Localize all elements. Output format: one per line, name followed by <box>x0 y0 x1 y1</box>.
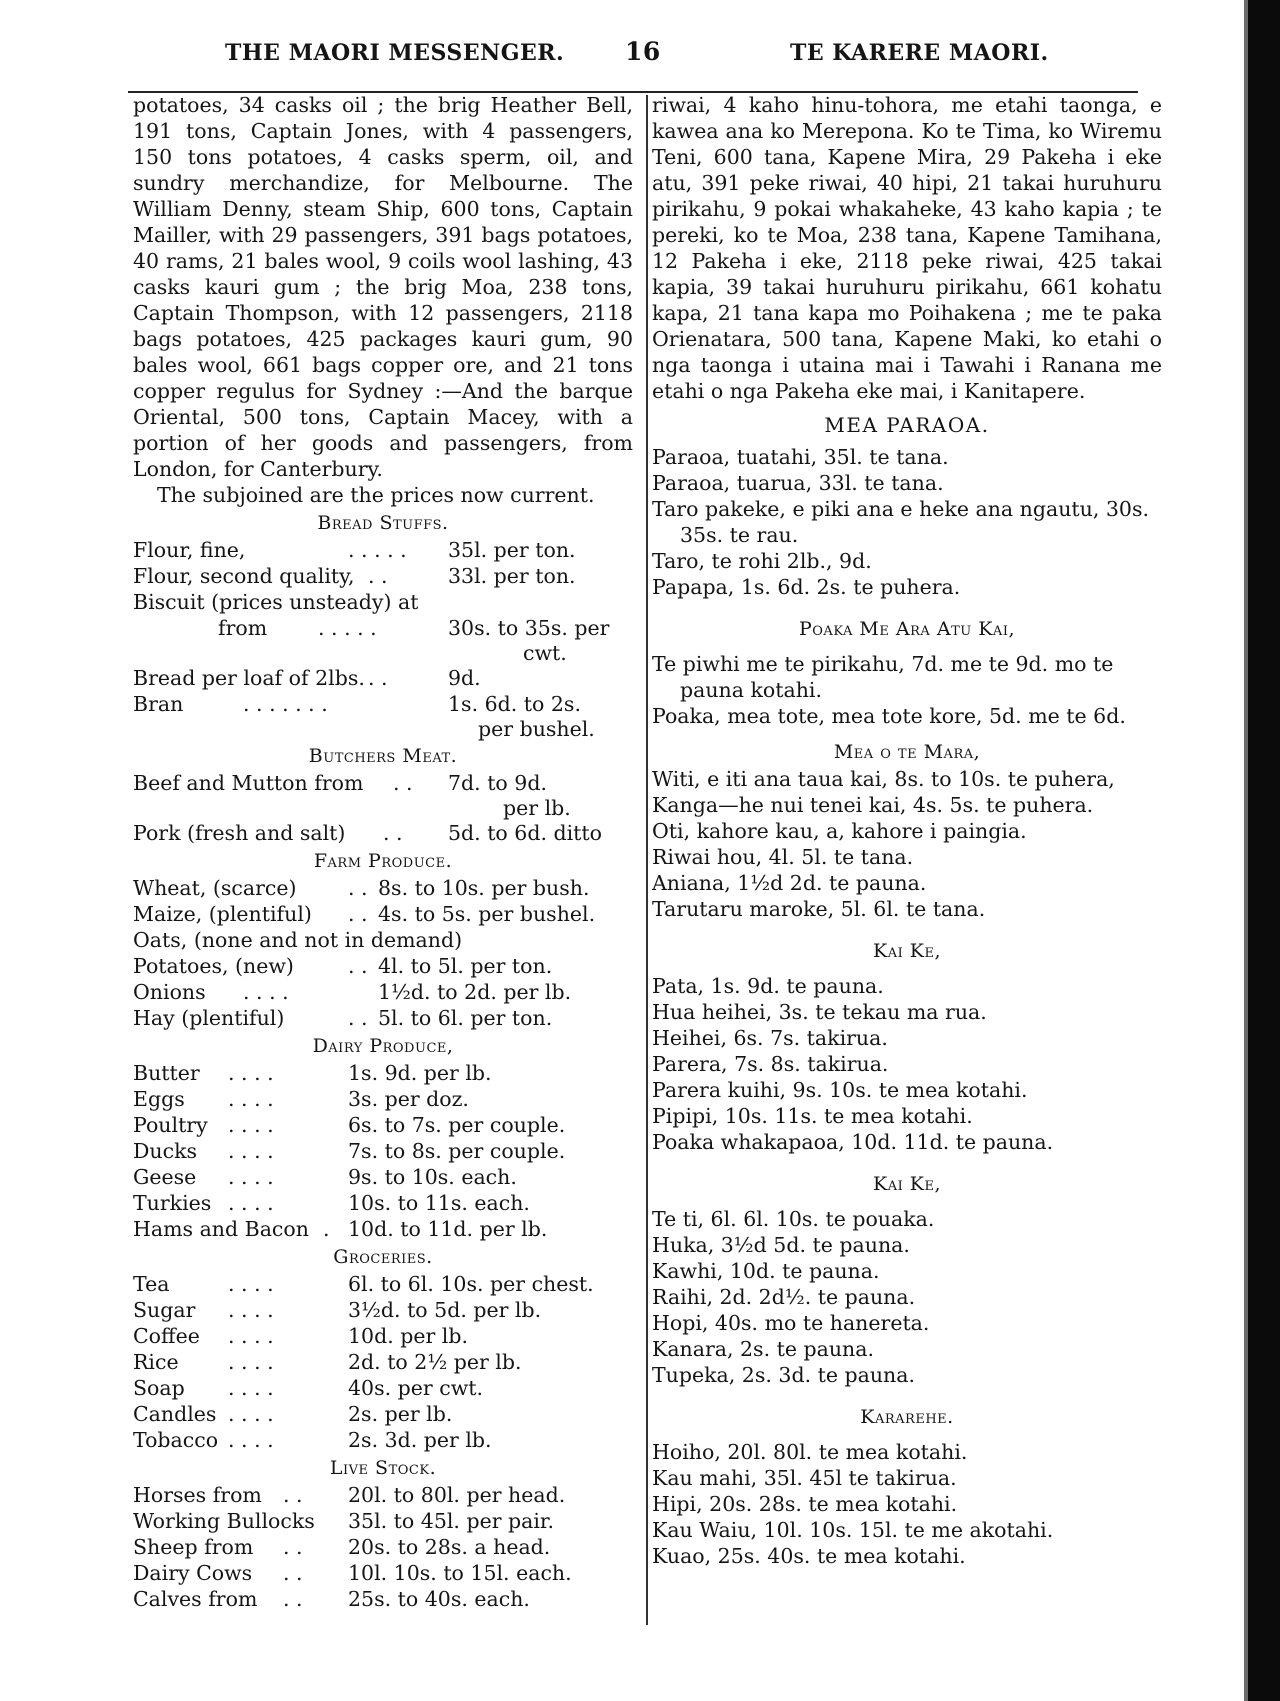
price-line: Heihei, 6s. 7s. takirua. <box>652 1026 888 1050</box>
price-row: Pork (fresh and salt) . . 5d. to 6d. ditto <box>133 820 633 846</box>
price-line: Tupeka, 2s. 3d. te pauna. <box>652 1363 915 1387</box>
item-name: Poultry <box>133 1113 208 1137</box>
header-english-title: THE MAORI MESSENGER. <box>225 40 565 66</box>
price-row: Tobacco . . . . 2s. 3d. per lb. <box>133 1427 633 1453</box>
item-name: Rice <box>133 1350 179 1374</box>
price-continuation: per bushel. <box>478 717 595 741</box>
item-name: Turkies <box>133 1191 212 1215</box>
price-line: Te ti, 6l. 6l. 10s. te pouaka. <box>652 1207 935 1231</box>
item-price: 3s. per doz. <box>348 1087 469 1111</box>
price-row: Onions . . . . 1½d. to 2d. per lb. <box>133 979 633 1005</box>
item-name: Sheep from <box>133 1535 254 1559</box>
item-name: Ducks <box>133 1139 198 1163</box>
page-edge-gradient <box>1244 0 1248 1701</box>
price-row: Tea . . . . 6l. to 6l. 10s. per chest. <box>133 1271 633 1297</box>
price-line: Paraoa, tuatahi, 35l. te tana. <box>652 445 949 469</box>
item-name: Sugar <box>133 1298 196 1322</box>
price-line: Kanara, 2s. te pauna. <box>652 1337 874 1361</box>
section-kararehe: Kararehe. <box>860 1406 954 1428</box>
item-price: 10s. to 11s. each. <box>348 1191 530 1215</box>
item-name: Oats, (none and not in demand) <box>133 928 463 952</box>
price-line: Kau mahi, 35l. 45l te takirua. <box>652 1466 957 1490</box>
item-price: 4l. to 5l. per ton. <box>378 954 553 978</box>
price-row: Hams and Bacon . 10d. to 11d. per lb. <box>133 1216 633 1242</box>
price-line: Pipipi, 10s. 11s. te mea kotahi. <box>652 1104 973 1128</box>
price-row <box>133 1508 633 1534</box>
price-line: Papapa, 1s. 6d. 2s. te puhera. <box>652 575 961 599</box>
section-mea-o-te-mara: Mea o te Mara, <box>833 741 981 763</box>
price-row: Calves from . . 25s. to 40s. each. <box>133 1586 633 1612</box>
item-price: 9d. <box>448 666 481 690</box>
item-name: Geese <box>133 1165 197 1189</box>
price-line: Raihi, 2d. 2d½. te pauna. <box>652 1285 916 1309</box>
price-line: Kawhi, 10d. te pauna. <box>652 1259 880 1283</box>
item-price: 1s. 6d. to 2s. <box>448 692 581 716</box>
item-price: 5l. to 6l. per ton. <box>378 1006 553 1030</box>
item-name: Coffee <box>133 1324 200 1348</box>
item-name: Candles <box>133 1402 217 1426</box>
item-price: 35l. per ton. <box>448 538 576 562</box>
price-row: Ducks . . . . 7s. to 8s. per couple. <box>133 1138 633 1164</box>
price-row: Soap . . . . 40s. per cwt. <box>133 1375 633 1401</box>
price-row: Wheat, (scarce) . . 8s. to 10s. per bush. <box>133 875 633 901</box>
item-price: 9s. to 10s. each. <box>348 1165 517 1189</box>
price-row: Bread per loaf of 2lbs. . . 9d. <box>133 665 633 691</box>
item-name: Horses from <box>133 1483 262 1507</box>
price-continuation: cwt. <box>523 641 567 665</box>
section-farm-produce: Farm Produce. <box>313 850 453 872</box>
section-groceries: Groceries. <box>333 1246 433 1268</box>
maori-column <box>652 92 1162 1569</box>
price-line: Te piwhi me te pirikahu, 7d. me te 9d. mo te pauna kotahi. <box>652 652 1114 702</box>
item-name: Hams and Bacon <box>133 1217 309 1241</box>
column-divider <box>646 95 648 1625</box>
item-price: 2s. per lb. <box>348 1402 453 1426</box>
price-line: Tarutaru maroke, 5l. 6l. te tana. <box>652 897 986 921</box>
price-line: Huka, 3½d 5d. te pauna. <box>652 1233 910 1257</box>
item-price: 7d. to 9d. <box>448 771 547 795</box>
item-price: 8s. to 10s. per bush. <box>378 876 590 900</box>
item-name: Eggs <box>133 1087 185 1111</box>
item-name: Bran <box>133 692 184 716</box>
page-number: 16 <box>625 37 661 66</box>
item-name: Flour, second quality, <box>133 564 355 588</box>
price-row: Coffee . . . . 10d. per lb. <box>133 1323 633 1349</box>
price-row: Rice . . . . 2d. to 2½ per lb. <box>133 1349 633 1375</box>
section-butchers-meat: Butchers Meat. <box>308 745 458 767</box>
price-line: Hopi, 40s. mo te hanereta. <box>652 1311 930 1335</box>
item-price: 35l. to 45l. per pair. <box>348 1509 554 1533</box>
item-price: 1½d. to 2d. per lb. <box>378 980 572 1004</box>
price-row: Geese . . . . 9s. to 10s. each. <box>133 1164 633 1190</box>
item-price: 33l. per ton. <box>448 564 576 588</box>
price-line: Pata, 1s. 9d. te pauna. <box>652 974 884 998</box>
item-name: from <box>218 616 268 640</box>
item-price: 7s. to 8s. per couple. <box>348 1139 566 1163</box>
item-price: 2d. to 2½ per lb. <box>348 1350 522 1374</box>
item-name: Onions <box>133 980 206 1004</box>
section-dairy-produce: Dairy Produce, <box>312 1035 454 1057</box>
price-line: Hua heihei, 3s. te tekau ma rua. <box>652 1000 987 1024</box>
item-price: 10d. per lb. <box>348 1324 469 1348</box>
price-row <box>133 927 633 953</box>
item-price: 40s. per cwt. <box>348 1376 483 1400</box>
prices-intro: The subjoined are the prices now current. <box>157 483 595 507</box>
section-kai-ke-1: Kai Ke, <box>873 940 941 962</box>
section-live-stock: Live Stock. <box>329 1457 437 1479</box>
item-name: Bread per loaf of 2lbs. <box>133 666 365 690</box>
price-line: Kau Waiu, 10l. 10s. 15l. te me akotahi. <box>652 1518 1054 1542</box>
item-name: Working Bullocks <box>133 1509 315 1533</box>
item-price: 3½d. to 5d. per lb. <box>348 1298 542 1322</box>
price-line: Witi, e iti ana taua kai, 8s. to 10s. te puhera, <box>652 767 1115 791</box>
page-header <box>130 37 1130 80</box>
price-line: Aniana, 1½d 2d. te pauna. <box>652 871 927 895</box>
item-name: Pork (fresh and salt) <box>133 821 346 845</box>
price-row: Hay (plentiful) . . 5l. to 6l. per ton. <box>133 1005 633 1031</box>
price-row: Poultry . . . . 6s. to 7s. per couple. <box>133 1112 633 1138</box>
item-price: 30s. to 35s. per <box>448 616 610 640</box>
price-row: Beef and Mutton from . . 7d. to 9d. <box>133 770 633 796</box>
price-line: Parera, 7s. 8s. takirua. <box>652 1052 889 1076</box>
item-name: Beef and Mutton from <box>133 771 364 795</box>
price-row: Sheep from . . 20s. to 28s. a head. <box>133 1534 633 1560</box>
section-bread-stuffs: Bread Stuffs. <box>317 512 449 534</box>
item-name: Biscuit (prices unsteady) at <box>133 590 419 614</box>
item-name: Tea <box>133 1272 170 1296</box>
item-name: Maize, (plentiful) <box>133 902 312 926</box>
shipping-paragraph-maori: riwai, 4 kaho hinu-tohora, me etahi taonga, e kawea ana ko Merepona. Ko te Tima, ko Wiremu Teni, 600 tana, Kapene Mira, 29 Pakeha i eke atu, 391 peke riwai, 40 hipi, 21 takai huruhuru pirikahu, 9 pokai whakaheke, 43 kaho kapia ; te pereki, ko te Moa, 238 tana, Kapene Tamihana, 12 Pakeha i eke, 2118 peke riwai, 425 takai kapia, 39 takai huruhuru pirikahu, 661 kohatu kapa, 21 tana kapa mo Poihakena ; me te paka Orienatara, 500 tana, Kapene Maki, ko etahi o nga taonga i utaina mai i Tawahi i Ranana me etahi o nga Pakeha eke mai, i Kanitapere. <box>652 93 1162 403</box>
price-line: Parera kuihi, 9s. 10s. te mea kotahi. <box>652 1078 1028 1102</box>
item-price: 10l. 10s. to 15l. each. <box>348 1561 572 1585</box>
item-name: Butter <box>133 1061 200 1085</box>
price-line: Hoiho, 20l. 80l. te mea kotahi. <box>652 1440 968 1464</box>
item-price: 20l. to 80l. per head. <box>348 1483 566 1507</box>
price-row: Potatoes, (new) . . 4l. to 5l. per ton. <box>133 953 633 979</box>
header-maori-title: TE KARERE MAORI. <box>790 40 1049 66</box>
item-price: 10d. to 11d. per lb. <box>348 1217 548 1241</box>
page-edge-shadow <box>1248 0 1280 1701</box>
item-price: 20s. to 28s. a head. <box>348 1535 551 1559</box>
price-row: Eggs . . . . 3s. per doz. <box>133 1086 633 1112</box>
item-name: Soap <box>133 1376 185 1400</box>
english-column <box>133 92 633 1612</box>
section-kai-ke-2: Kai Ke, <box>873 1173 941 1195</box>
price-continuation: per lb. <box>503 796 571 820</box>
price-row: from . . . . . 30s. to 35s. per <box>133 615 633 641</box>
item-price: 6l. to 6l. 10s. per chest. <box>348 1272 594 1296</box>
item-price: 1s. 9d. per lb. <box>348 1061 492 1085</box>
price-line: Oti, kahore kau, a, kahore i paingia. <box>652 819 1027 843</box>
item-name: Calves from <box>133 1587 258 1611</box>
price-line: Poaka whakapaoa, 10d. 11d. te pauna. <box>652 1130 1054 1154</box>
item-name: Tobacco <box>133 1428 219 1452</box>
item-price: 5d. to 6d. ditto <box>448 821 602 845</box>
price-row <box>133 589 633 615</box>
price-row: Flour, fine, . . . . . 35l. per ton. <box>133 537 633 563</box>
item-price: 4s. to 5s. per bushel. <box>378 902 596 926</box>
item-name: Dairy Cows <box>133 1561 253 1585</box>
price-line: Kuao, 25s. 40s. te mea kotahi. <box>652 1544 966 1568</box>
price-row: Flour, second quality, . . 33l. per ton. <box>133 563 633 589</box>
price-row: Candles . . . . 2s. per lb. <box>133 1401 633 1427</box>
price-row: Horses from . . 20l. to 80l. per head. <box>133 1482 633 1508</box>
item-price: 25s. to 40s. each. <box>348 1587 530 1611</box>
section-mea-paraoa: MEA PARAOA. <box>824 413 990 437</box>
price-row: Butter . . . . 1s. 9d. per lb. <box>133 1060 633 1086</box>
item-name: Potatoes, (new) <box>133 954 294 978</box>
price-row: Maize, (plentiful) . . 4s. to 5s. per bushel. <box>133 901 633 927</box>
price-line: Poaka, mea tote, mea tote kore, 5d. me te 6d. <box>652 704 1126 728</box>
item-name: Wheat, (scarce) <box>133 876 297 900</box>
item-price: 2s. 3d. per lb. <box>348 1428 492 1452</box>
price-line: Kanga—he nui tenei kai, 4s. 5s. te puhera. <box>652 793 1094 817</box>
item-price: 6s. to 7s. per couple. <box>348 1113 566 1137</box>
item-name: Hay (plentiful) <box>133 1006 285 1030</box>
shipping-paragraph-english: potatoes, 34 casks oil ; the brig Heather Bell, 191 tons, Captain Jones, with 4 passengers, 150 tons potatoes, 4 casks sperm, oil, and sundry merchandize, for Melbourne. The William Denny, steam Ship, 600 tons, Captain Mailler, with 29 passengers, 391 bags potatoes, 40 rams, 21 bales wool, 9 coils wool lashing, 43 casks kauri gum ; the brig Moa, 238 tons, Captain Thompson, with 12 passengers, 2118 bags potatoes, 425 packages kauri gum, 90 bales wool, 661 bags copper ore, and 21 tons copper regulus for Sydney :—And the barque Oriental, 500 tons, Captain Macey, with a portion of her goods and passengers, from London, for Canterbury. <box>133 93 633 481</box>
price-line: Taro, te rohi 2lb., 9d. <box>652 549 872 573</box>
section-poaka: Poaka Me Ara Atu Kai, <box>798 618 1015 640</box>
price-row: Turkies . . . . 10s. to 11s. each. <box>133 1190 633 1216</box>
price-line: Riwai hou, 4l. 5l. te tana. <box>652 845 914 869</box>
price-line: Taro pakeke, e piki ana e heke ana ngautu, 30s. 35s. te rau. <box>652 497 1149 547</box>
price-row: Sugar . . . . 3½d. to 5d. per lb. <box>133 1297 633 1323</box>
price-row: Bran . . . . . . . 1s. 6d. to 2s. <box>133 691 633 717</box>
price-line: Hipi, 20s. 28s. te mea kotahi. <box>652 1492 958 1516</box>
price-line: Paraoa, tuarua, 33l. te tana. <box>652 471 944 495</box>
item-name: Flour, fine, <box>133 538 246 562</box>
price-row: Dairy Cows . . 10l. 10s. to 15l. each. <box>133 1560 633 1586</box>
